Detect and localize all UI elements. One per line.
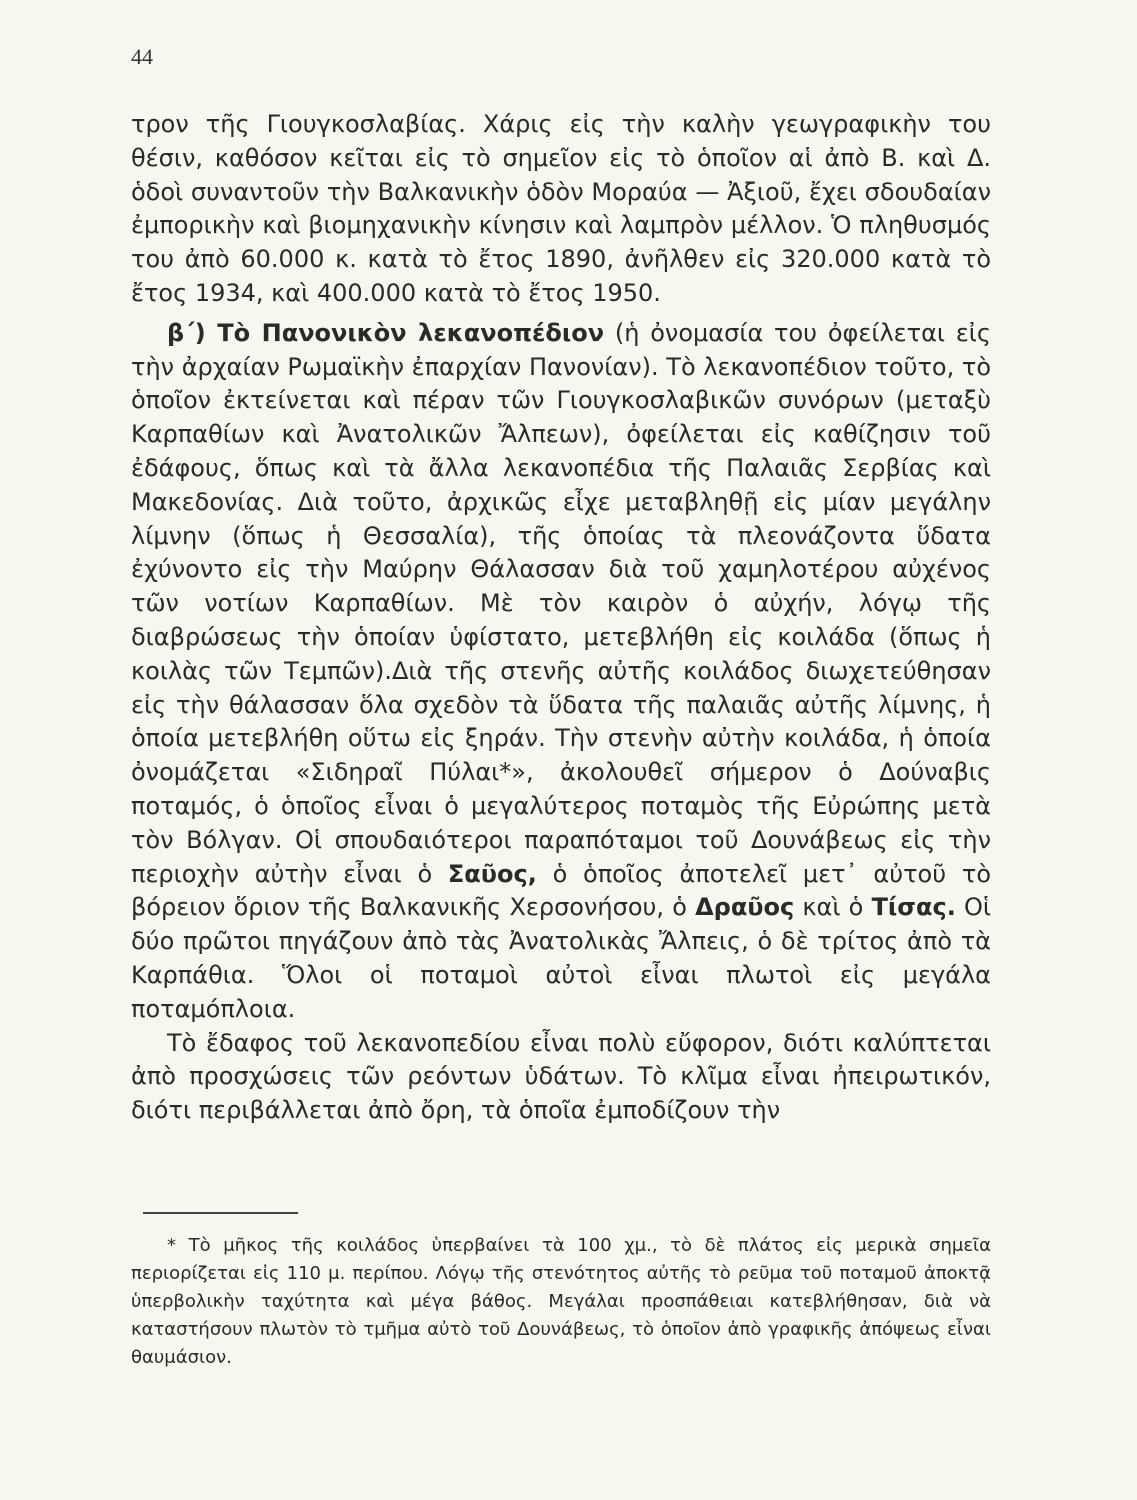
footnote (131, 1232, 991, 1372)
paragraph-2-text-c: καὶ ὁ (794, 893, 872, 922)
section-heading: β΄) Τὸ Πανονικὸν λεκανοπέδιον (167, 318, 605, 347)
footnote-text: * Τὸ μῆκος τῆς κοιλάδος ὑπερβαίνει τὰ 100 χμ., τὸ δὲ πλάτος εἰς μερικὰ σημεῖα περιορίζεται εἰς 110 μ. περίπου. Λόγῳ τῆς στενότητος αὐτῆς τὸ ρεῦμα τοῦ ποταμοῦ ἀποκτᾷ ὑπερβολικὴν ταχύτητα καὶ μέγα βάθος. Μεγάλαι προσπάθειαι κατεβλήθησαν, διὰ νὰ καταστήσουν πλωτὸν τὸ τμῆμα αὐτὸ τοῦ Δουνάβεως, τὸ ὁποῖον ἀπὸ γραφικῆς ἀπόψεως εἶναι θαυμάσιον. (131, 1235, 991, 1368)
paragraph-2-text-d: Οἱ δύο πρῶτοι πηγάζουν ἀπὸ τὰς Ἀνατολικὰς Ἄλπεις, ὁ δὲ τρίτος ἀπὸ τὰ Καρπάθια. Ὅλοι οἱ ποταμοὶ αὐτοὶ εἶναι πλωτοὶ εἰς μεγάλα ποταμόπλοια. (131, 893, 992, 1023)
river-drava: Δραῦος (695, 893, 795, 922)
paragraph-2 (131, 317, 991, 1027)
paragraph-3: Τὸ ἔδαφος τοῦ λεκανοπεδίου εἶναι πολὺ εὔφορον, διότι καλύπτεται ἀπὸ προσχώσεις τῶν ρεόντων ὑδάτων. Τὸ κλῖμα εἶναι ἠπειρωτικόν, διότι περιβάλλεται ἀπὸ ὄρη, τὰ ὁποῖα ἐμποδίζουν τὴν (131, 1028, 991, 1125)
river-sava: Σαῦος, (447, 859, 537, 888)
main-text (131, 108, 991, 1128)
footnote-divider (143, 1212, 298, 1214)
paragraph-2-text-a: (ἡ ὀνομασία του ὀφείλεται εἰς τὴν ἀρχαίαν Ρωμαϊκὴν ἐπαρχίαν Πανονίαν). Τὸ λεκανοπέδιον τοῦτο, τὸ ὁποῖον ἐκτείνεται καὶ πέραν τῶν Γιουγκοσλαβικῶν συνόρων (μεταξὺ Καρπαθίων καὶ Ἀνατολικῶν Ἄλπεων), ὀφείλεται εἰς καθίζησιν τοῦ ἐδάφους, ὅπως καὶ τὰ ἄλλα λεκανοπέδια τῆς Παλαιᾶς Σερβίας καὶ Μακεδονίας. Διὰ τοῦτο, ἀρχικῶς εἶχε μεταβληθῇ εἰς μίαν μεγάλην λίμνην (ὅπως ἡ Θεσσαλία), τῆς ὁποίας τὰ πλεονάζοντα ὕδατα ἐχύνοντο εἰς τὴν Μαύρην Θάλασσαν διὰ τοῦ χαμηλοτέρου αὐχένος τῶν νοτίων Καρπαθίων. Μὲ τὸν καιρὸν ὁ αὐχήν, λόγῳ τῆς διαβρώσεως τὴν ὁποίαν ὑφίστατο, μετεβλήθη εἰς κοιλάδα (ὅπως ἡ κοιλὰς τῶν Τεμπῶν).Διὰ τῆς στενῆς αὐτῆς κοιλάδος διωχετεύθησαν εἰς τὴν θάλασσαν ὅλα σχεδὸν τὰ ὕδατα τῆς παλαιᾶς αὐτῆς λίμνης, ἡ ὁποία μετεβλήθη οὕτω εἰς ξηράν. Τὴν στενὴν αὐτὴν κοιλάδα, ἡ ὁποία ὀνομάζεται «Σιδηραῖ Πύλαι*», ἀκολουθεῖ σήμερον ὁ Δούναβις ποταμός, ὁ ὁποῖος εἶναι ὁ μεγαλύτερος ποταμὸς τῆς Εὐρώπης μετὰ τὸν Βόλγαν. Οἱ σπουδαιότεροι παραπόταμοι τοῦ Δουνάβεως εἰς τὴν περιοχὴν αὐτὴν εἶναι ὁ (131, 318, 992, 888)
paragraph-2-text-b: ὁ ὁποῖος ἀποτελεῖ μετ᾽ αὐτοῦ τὸ βόρειον ὅριον τῆς Βαλκανικῆς Χερσονήσου, ὁ (131, 859, 991, 922)
river-tisza: Τίσας. (871, 893, 956, 922)
paragraph-1: τρον τῆς Γιουγκοσλαβίας. Χάρις εἰς τὴν καλὴν γεωγραφικὴν του θέσιν, καθόσον κεῖται εἰς τὸ σημεῖον εἰς τὸ ὁποῖον αἱ ἀπὸ Β. καὶ Δ. ὁδοὶ συναντοῦν τὴν Βαλκανικὴν ὁδὸν Μοραύα — Ἀξιοῦ, ἔχει σδουδαίαν ἐμπορικὴν καὶ βιομηχανικὴν κίνησιν καὶ λαμπρὸν μέλλον. Ὁ πληθυσμός του ἀπὸ 60.000 κ. κατὰ τὸ ἔτος 1890, ἀνῆλθεν εἰς 320.000 κατὰ τὸ ἔτος 1934, καὶ 400.000 κατὰ τὸ ἔτος 1950. (131, 110, 991, 307)
page-number: 44 (131, 44, 153, 69)
